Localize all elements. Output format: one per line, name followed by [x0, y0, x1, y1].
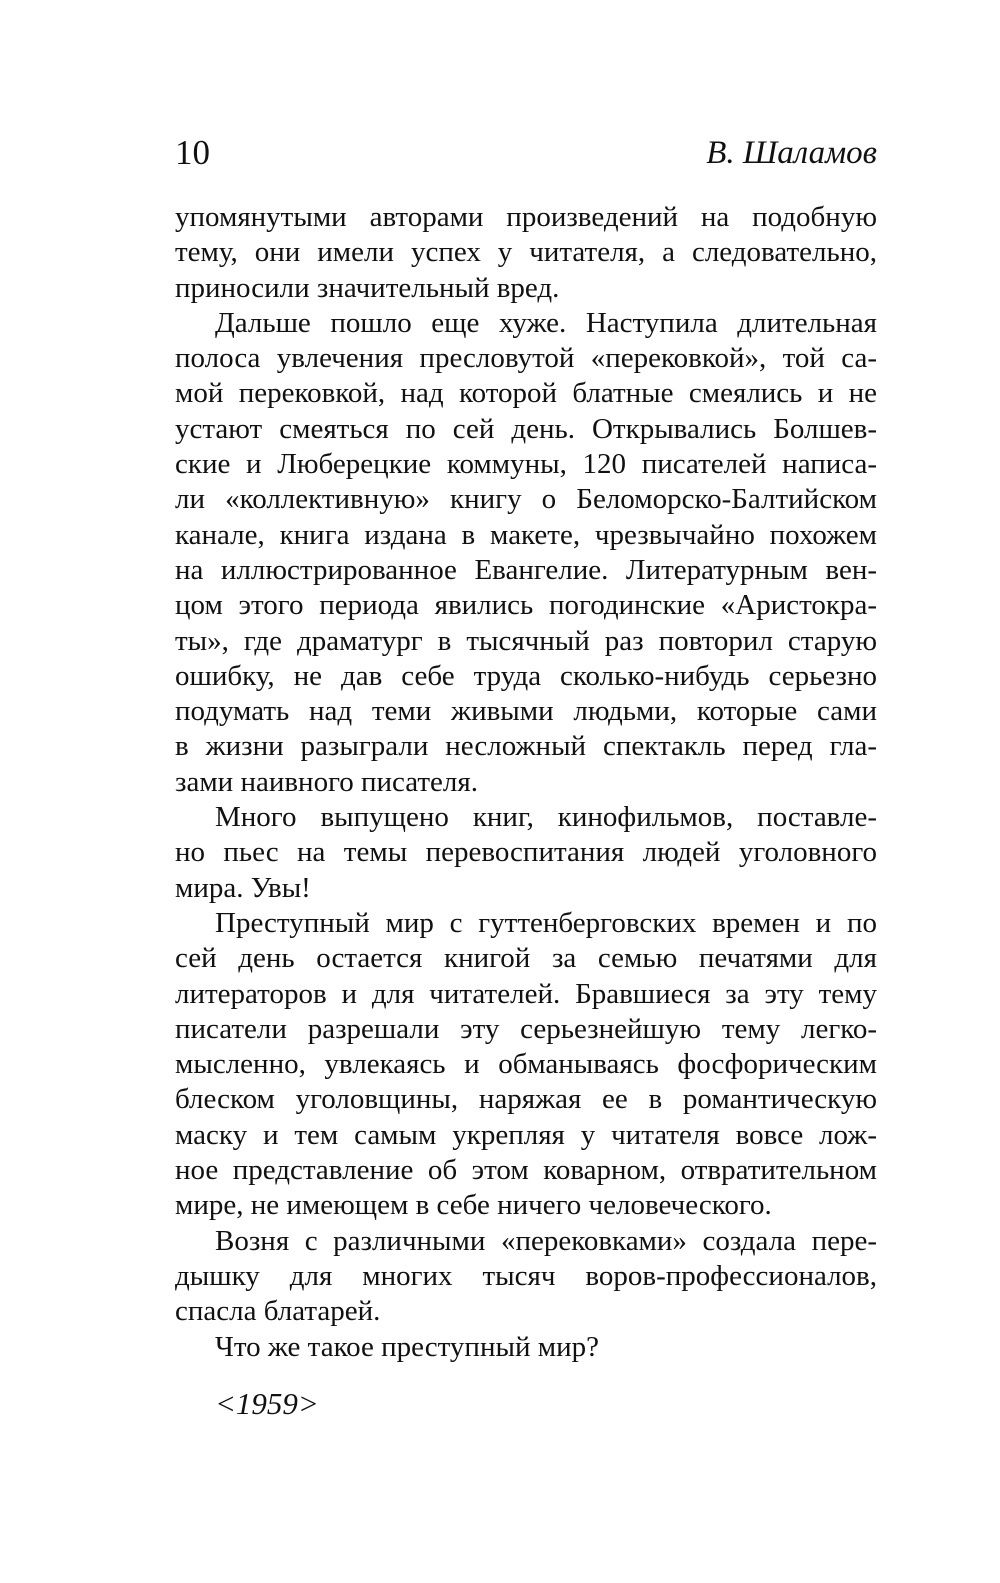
text-line: мира. Увы!	[175, 871, 311, 904]
text-line: мире, не имеющем в себе ничего человеческого.	[175, 1189, 772, 1222]
text-line: Дальше пошло еще хуже. Наступила длительная	[215, 306, 877, 339]
text-line: зами наивного писателя.	[175, 765, 478, 798]
text-line: ли «коллективную» книгу о Беломорско-Балтийском	[175, 483, 877, 516]
text-line: сей день остается книгой за семью печатями для	[175, 942, 877, 975]
text-line: тему, они имели успех у читателя, а следовательно,	[175, 236, 877, 269]
text-line: канале, книга издана в макете, чрезвычайно похожем	[175, 518, 877, 551]
text-line: Много выпущено книг, кинофильмов, поставле-	[215, 801, 877, 834]
text-line: приносили значительный вред.	[175, 271, 560, 304]
body-text	[175, 200, 877, 1365]
text-line: упомянутыми авторами произведений на подобную	[175, 201, 877, 233]
text-line: Преступный мир с гуттенберговских времен и по	[215, 906, 877, 939]
text-line: мысленно, увлекаясь и обманываясь фосфорическим	[175, 1048, 877, 1081]
text-line: Возня с различными «перековками» создала пере-	[215, 1224, 877, 1257]
text-line: на иллюстрированное Евангелие. Литературным вен-	[175, 553, 877, 586]
text-line: в жизни разыграли несложный спектакль перед гла-	[175, 730, 877, 763]
page-number: 10	[175, 133, 210, 172]
text-line: литераторов и для читателей. Бравшиеся за эту тему	[175, 977, 877, 1010]
text-line: ошибку, не дав себе труда сколько-нибудь серьезно	[175, 659, 877, 692]
date-signature: <1959>	[215, 1386, 319, 1421]
text-line: маску и тем самым укрепляя у читателя вовсе лож-	[175, 1118, 877, 1151]
running-head-author: В. Шаламов	[706, 135, 877, 171]
text-line: но пьес на темы перевоспитания людей уголовного	[175, 836, 877, 869]
text-line: цом этого периода явились погодинские «Аристокра-	[175, 589, 877, 622]
text-line: полоса увлечения пресловутой «перековкой», той са-	[175, 342, 877, 375]
text-line: Что же такое преступный мир?	[215, 1330, 599, 1363]
text-line: блеском уголовщины, наряжая ее в романтическую	[175, 1083, 877, 1116]
page-header	[175, 131, 877, 175]
text-line: ное представление об этом коварном, отвратительном	[175, 1154, 877, 1187]
text-line: дышку для многих тысяч воров-профессионалов,	[175, 1259, 877, 1292]
text-line: писатели разрешали эту серьезнейшую тему легко-	[175, 1012, 877, 1045]
text-line: устают смеяться по сей день. Открывались Болшев-	[175, 412, 877, 445]
text-line: подумать над теми живыми людьми, которые сами	[175, 695, 877, 728]
text-line: ты», где драматург в тысячный раз повторил старую	[175, 624, 877, 657]
text-line: ские и Люберецкие коммуны, 120 писателей написа-	[175, 448, 877, 481]
text-line: спасла блатарей.	[175, 1295, 381, 1328]
text-line: мой перековкой, над которой блатные смеялись и не	[175, 377, 877, 410]
